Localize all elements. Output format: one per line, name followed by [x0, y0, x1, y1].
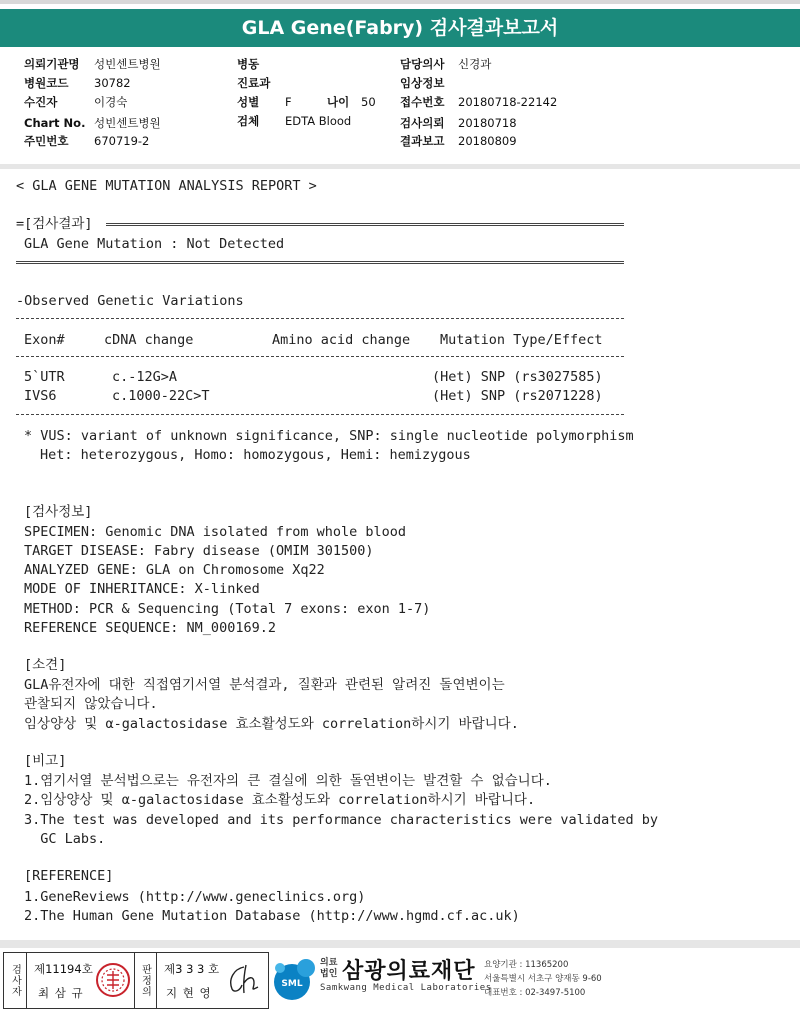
org-name: 삼광의료재단: [342, 959, 476, 984]
info-row: [400, 55, 491, 73]
examiner-seal: [94, 961, 132, 1002]
info-row: [237, 112, 351, 130]
info-label: 결과보고: [400, 134, 445, 148]
info-value: 20180718-22142: [458, 95, 558, 109]
info-value: 20180718: [458, 116, 517, 130]
patient-info: [0, 52, 800, 162]
observed-heading: -Observed Genetic Variations: [16, 293, 244, 309]
info-row: [237, 93, 376, 111]
info-row: [400, 93, 557, 111]
opinion-line: 관찰되지 않았습니다.: [24, 696, 158, 712]
variant-exon: 5`UTR: [24, 369, 65, 385]
info-line: SPECIMEN: Genomic DNA isolated from whole blood: [24, 524, 407, 540]
info-heading: [검사정보]: [24, 504, 93, 520]
variant-effect: (Het) SNP (rs2071228): [432, 388, 603, 404]
age-value: 50: [361, 95, 376, 109]
info-label: 진료과: [237, 76, 271, 90]
variant-effect: (Het) SNP (rs3027585): [432, 369, 603, 385]
organization-logo: [270, 950, 800, 1010]
info-row: [24, 132, 149, 150]
contact-line: 요양기관 : 11365200: [484, 960, 569, 970]
confirm-tag-text: 판정의: [139, 964, 151, 997]
signature-box: [3, 952, 269, 1009]
svg-text:SML: SML: [281, 979, 303, 989]
opinion-line: 임상양상 및 α-galactosidase 효소활성도와 correlation하시기 바랍니다.: [24, 716, 519, 732]
examiner-name: 최 삼 규: [38, 986, 84, 1000]
org-prefix-line: 의료: [320, 958, 338, 968]
examiner-tag-text: 검사자: [9, 964, 21, 997]
report-title: GLA Gene(Fabry) 검사결과보고서: [0, 9, 800, 47]
remarks-line: GC Labs.: [24, 831, 106, 847]
rule-double: [16, 261, 624, 264]
info-row: [400, 74, 458, 92]
report-heading: < GLA GENE MUTATION ANALYSIS REPORT >: [16, 178, 317, 194]
info-label: 임상정보: [400, 76, 445, 90]
remarks-line: 1.염기서열 분석법으로는 유전자의 큰 결실에 의한 돌연변이는 발견할 수 없습니다.: [24, 773, 552, 789]
confirm-name: 지 현 영: [166, 986, 212, 1000]
info-label: 병동: [237, 57, 260, 71]
info-label: 병원코드: [24, 76, 69, 90]
info-label: 주민번호: [24, 134, 69, 148]
org-prefix: [320, 958, 337, 980]
info-value: 신경과: [458, 57, 492, 71]
variant-cdna: c.1000-22C>T: [112, 388, 210, 404]
remarks-line: 2.임상양상 및 α-galactosidase 효소활성도와 correlation하시기 바랍니다.: [24, 792, 536, 808]
info-label: Chart No.: [24, 116, 86, 130]
opinion-line: GLA유전자에 대한 직접염기서열 분석결과, 질환과 관련된 알려진 돌연변이는: [24, 677, 505, 693]
footnote: Het: heterozygous, Homo: homozygous, Hemi: hemizygous: [40, 447, 471, 463]
contact-line: 대표번호 : 02-3497-5100: [484, 988, 586, 998]
examiner-number: 제11194호: [34, 962, 93, 976]
report-body: [0, 170, 800, 940]
col-exon: Exon#: [24, 332, 65, 348]
rule-dashed: [16, 318, 624, 319]
rule-double: [106, 223, 624, 226]
examiner-tag: [4, 953, 26, 1008]
info-row: [24, 74, 131, 92]
age-label: 나이: [327, 95, 350, 109]
info-label: 검사의뢰: [400, 116, 445, 130]
result-tag: =[검사결과]: [16, 216, 93, 232]
col-cdna: cDNA change: [104, 332, 194, 348]
org-prefix-line: 법인: [320, 969, 338, 979]
remarks-line: 3.The test was developed and its performance characteristics were validated by: [24, 812, 658, 828]
info-line: REFERENCE SEQUENCE: NM_000169.2: [24, 620, 276, 636]
col-amino: Amino acid change: [272, 332, 411, 348]
info-row: [237, 74, 285, 92]
reference-heading: [REFERENCE]: [24, 868, 114, 884]
info-line: METHOD: PCR & Sequencing (Total 7 exons: exon 1-7): [24, 601, 431, 617]
info-line: ANALYZED GENE: GLA on Chromosome Xq22: [24, 562, 325, 578]
reference-line: 2.The Human Gene Mutation Database (http://www.hgmd.cf.ac.uk): [24, 908, 520, 924]
footer-divider: [0, 940, 800, 948]
info-label: 성별: [237, 95, 260, 109]
contact-line: 서울특별시 서초구 양재동 9-60: [484, 974, 602, 984]
remarks-heading: [비고]: [24, 753, 67, 769]
box-line: [156, 953, 157, 1008]
info-value: 30782: [94, 76, 131, 90]
result-line: GLA Gene Mutation : Not Detected: [24, 236, 285, 252]
info-row: [400, 132, 517, 150]
footnote: * VUS: variant of unknown significance, SNP: single nucleotide polymorphism: [24, 428, 634, 444]
section-divider: [0, 164, 800, 169]
signature-icon: [224, 961, 264, 1002]
confirm-tag: [134, 953, 156, 1008]
info-value: EDTA Blood: [285, 114, 352, 128]
info-line: TARGET DISEASE: Fabry disease (OMIM 301500): [24, 543, 374, 559]
box-line: [26, 953, 27, 1008]
rule-dashed: [16, 414, 624, 415]
info-row: [400, 114, 517, 132]
info-row: [24, 114, 161, 132]
info-value: F: [285, 95, 292, 109]
org-contact: [484, 958, 602, 1000]
info-value: 20180809: [458, 134, 517, 148]
opinion-heading: [소견]: [24, 657, 67, 673]
info-line: MODE OF INHERITANCE: X-linked: [24, 581, 260, 597]
variant-exon: IVS6: [24, 388, 57, 404]
info-row: [237, 55, 285, 73]
info-label: 검체: [237, 114, 260, 128]
confirm-number: 제3 3 3 호: [164, 962, 220, 976]
rule-dashed: [16, 356, 624, 357]
info-row: [24, 93, 127, 111]
sml-logo-icon: [270, 956, 320, 1004]
info-label: 접수번호: [400, 95, 445, 109]
info-label: 담당의사: [400, 57, 445, 71]
info-label: 의뢰기관명: [24, 57, 80, 71]
reference-line: 1.GeneReviews (http://www.geneclinics.org): [24, 889, 366, 905]
org-english-name: Samkwang Medical Laboratories: [320, 983, 492, 993]
top-border: [0, 0, 800, 4]
info-label: 수진자: [24, 95, 58, 109]
info-value: 성빈센트병원: [94, 116, 161, 130]
info-value: 670719-2: [94, 134, 150, 148]
info-row: [24, 55, 161, 73]
info-value: 성빈센트병원: [94, 57, 161, 71]
info-value: 이경숙: [94, 95, 128, 109]
col-effect: Mutation Type/Effect: [440, 332, 603, 348]
variant-cdna: c.-12G>A: [112, 369, 178, 385]
